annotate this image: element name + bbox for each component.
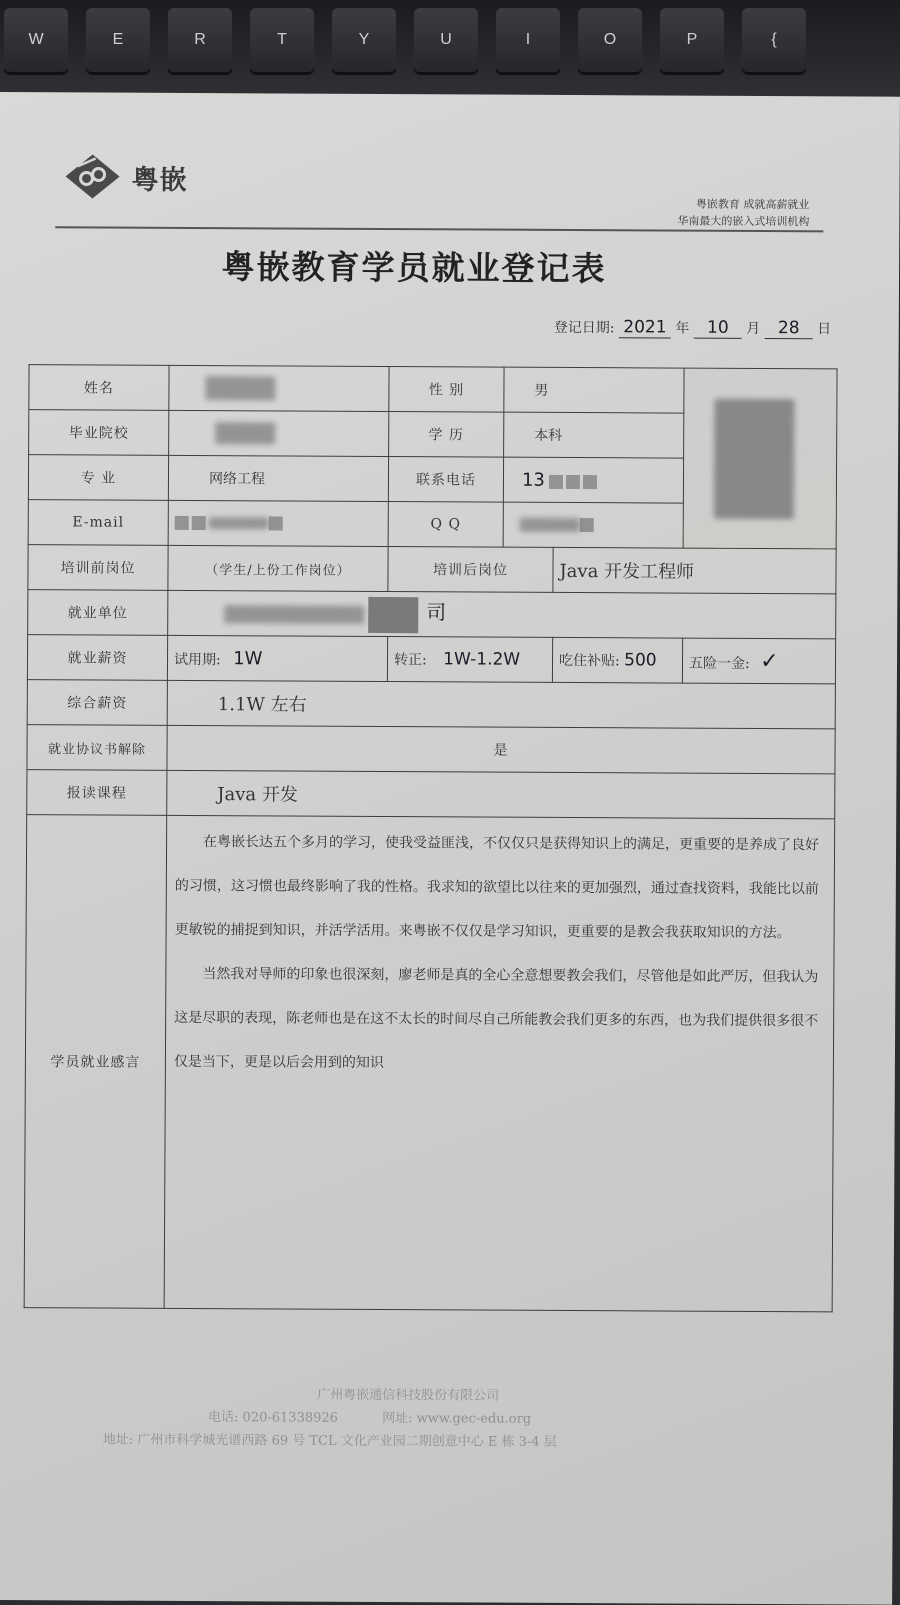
date-year: 2021 bbox=[619, 317, 671, 338]
keyboard-key: I bbox=[496, 8, 560, 72]
date-day-unit: 日 bbox=[817, 321, 832, 338]
remarks-content bbox=[164, 815, 835, 1311]
post-job-value: Java 开发工程师 bbox=[553, 547, 836, 593]
regular-value: 1W-1.2W bbox=[443, 649, 521, 670]
date-month-unit: 月 bbox=[746, 320, 761, 337]
course-label: 报读课程 bbox=[27, 770, 167, 816]
pre-job-label: 培训前岗位 bbox=[28, 545, 168, 591]
company-logo bbox=[65, 154, 187, 199]
table-row bbox=[29, 365, 837, 414]
company-footer bbox=[0, 1382, 823, 1455]
date-day: 28 bbox=[765, 318, 813, 339]
keyboard-key: P bbox=[660, 8, 724, 72]
gender-value: 男 bbox=[504, 367, 684, 413]
email-label: E-mail bbox=[28, 500, 168, 546]
remarks-paragraph: 在粤嵌长达五个多月的学习，使我受益匪浅，不仅仅只是获得知识上的满足，更重要的是养成了良好的习惯，这习惯也最终影响了我的性格。我求知的欲望比以往来的更加强烈，通过查找资料，我能比以前更敏锐的捕捉到知识，并活学活用。来粤嵌不仅仅是学习知识，更重要的是教会我获取知识的方法。 bbox=[174, 834, 820, 942]
employer-label: 就业单位 bbox=[28, 590, 168, 636]
regular-cell bbox=[387, 637, 552, 683]
remarks-label: 学员就业感言 bbox=[24, 815, 167, 1309]
allowance-cell bbox=[552, 637, 682, 683]
qq-value bbox=[503, 502, 683, 548]
major-label: 专 业 bbox=[28, 455, 168, 501]
phone-value bbox=[503, 457, 683, 503]
table-row bbox=[27, 635, 835, 684]
allowance-label: 吃住补贴: bbox=[558, 652, 620, 670]
slogan-line: 粤嵌教育 成就高薪就业 bbox=[695, 197, 810, 212]
insurance-cell bbox=[682, 638, 835, 684]
name-value bbox=[169, 365, 389, 411]
footer-phone: 电话: 020-61338926 bbox=[208, 1410, 338, 1426]
keyboard-key: U bbox=[414, 8, 478, 72]
keyboard-key: T bbox=[250, 8, 314, 72]
probation-cell bbox=[167, 635, 387, 681]
footer-website: 网址: www.gec-edu.org bbox=[382, 1411, 532, 1427]
major-value: 网络工程 bbox=[168, 455, 388, 501]
table-row bbox=[28, 590, 836, 639]
pre-job-value: （学生/上份工作岗位） bbox=[168, 545, 388, 591]
total-salary-value: 1.1W 左右 bbox=[167, 680, 835, 728]
registration-form-paper bbox=[0, 92, 900, 1605]
yueqian-logo-icon bbox=[65, 154, 119, 198]
keyboard-background bbox=[0, 0, 900, 96]
table-row bbox=[24, 815, 835, 1312]
name-label: 姓名 bbox=[29, 365, 169, 411]
date-month: 10 bbox=[694, 318, 742, 339]
form-title: 粤嵌教育学员就业登记表 bbox=[221, 247, 607, 289]
keyboard-key: W bbox=[4, 8, 68, 72]
employer-value bbox=[168, 590, 836, 638]
email-value bbox=[168, 500, 388, 546]
table-row bbox=[27, 680, 835, 729]
gender-label: 性 别 bbox=[389, 367, 504, 413]
registration-table bbox=[24, 364, 838, 1312]
table-row bbox=[28, 545, 836, 594]
qq-label: Q Q bbox=[388, 502, 503, 548]
photo-area bbox=[683, 368, 837, 549]
allowance-value: 500 bbox=[624, 650, 657, 671]
probation-value: 1W bbox=[233, 647, 263, 669]
school-label: 毕业院校 bbox=[29, 410, 169, 456]
insurance-label: 五险一金: bbox=[688, 655, 750, 672]
agreement-label: 就业协议书解除 bbox=[27, 725, 167, 771]
insurance-check-icon: ✓ bbox=[760, 648, 779, 674]
keyboard-key: Y bbox=[332, 8, 396, 72]
date-year-unit: 年 bbox=[675, 320, 690, 337]
slogan bbox=[677, 196, 809, 231]
regular-label: 转正: bbox=[393, 652, 427, 669]
logo-text: 粤嵌 bbox=[131, 164, 188, 196]
table-row bbox=[27, 725, 835, 774]
education-label: 学 历 bbox=[389, 412, 504, 458]
footer-address: 地址: 广州市科学城光谱西路 69 号 TCL 文化产业园二期创意中心 E 栋 3-4 层 bbox=[102, 1432, 557, 1450]
salary-label: 就业薪资 bbox=[27, 635, 167, 681]
employer-suffix: 司 bbox=[426, 599, 447, 624]
keyboard-key: { bbox=[742, 8, 806, 72]
phone-prefix: 13 bbox=[521, 469, 545, 491]
agreement-value: 是 bbox=[167, 725, 835, 773]
course-value: Java 开发 bbox=[167, 770, 835, 818]
post-job-label: 培训后岗位 bbox=[388, 547, 553, 593]
education-value: 本科 bbox=[504, 412, 684, 458]
keyboard-key: E bbox=[86, 8, 150, 72]
keyboard-key: R bbox=[168, 8, 232, 72]
keyboard-key: O bbox=[578, 8, 642, 72]
school-value bbox=[169, 410, 389, 456]
date-label: 登记日期: bbox=[553, 319, 615, 337]
registration-date bbox=[554, 317, 832, 339]
footer-company: 广州粤嵌通信科技股份有限公司 bbox=[317, 1387, 500, 1404]
phone-label: 联系电话 bbox=[388, 457, 503, 503]
remarks-paragraph: 当然我对导师的印象也很深刻，廖老师是真的全心全意想要教会我们，尽管他是如此严厉，但我认为这是尽职的表现，陈老师也是在这不太长的时间尽自己所能教会我们更多的东西，也为我们提供很多很不仅是当下，更是以后会用到的知识 bbox=[173, 966, 819, 1072]
total-salary-label: 综合薪资 bbox=[27, 680, 167, 726]
table-row bbox=[27, 770, 835, 819]
slogan-line: 华南最大的嵌入式培训机构 bbox=[677, 214, 810, 229]
probation-label: 试用期: bbox=[173, 651, 221, 668]
